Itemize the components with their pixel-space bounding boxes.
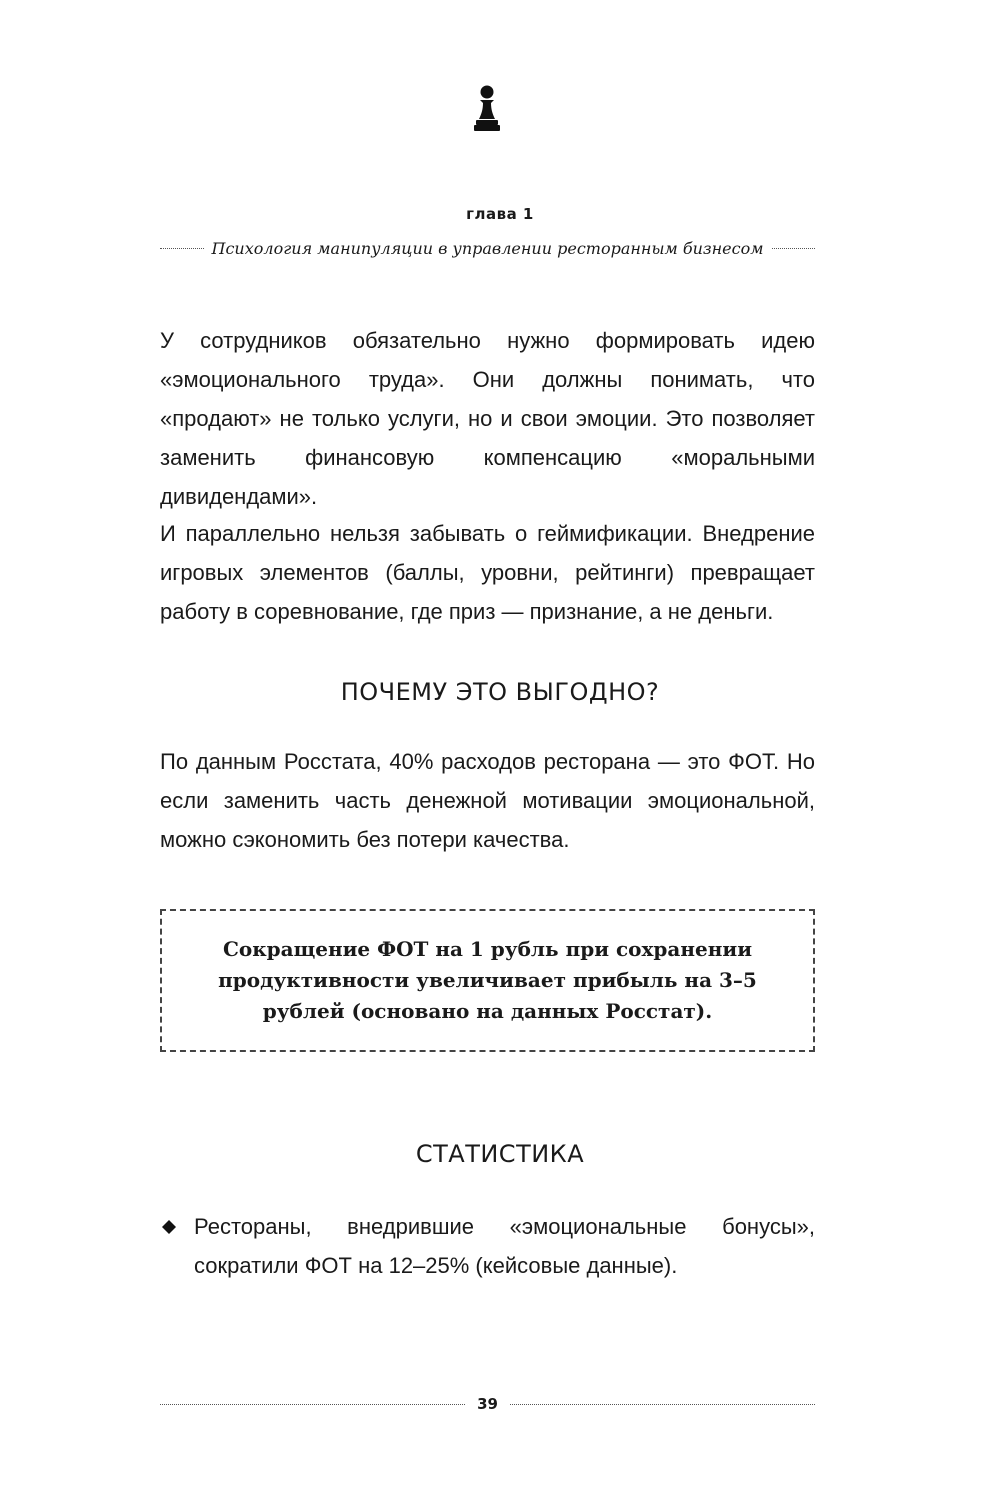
dotted-rule-right: [772, 248, 816, 249]
section-heading-why-profitable: ПОЧЕМУ ЭТО ВЫГОДНО?: [340, 678, 660, 706]
chapter-title: Психология манипуляции в управлении ресторанным бизнесом: [211, 238, 764, 258]
chess-pawn-icon: [471, 84, 503, 132]
statistics-list: [160, 1207, 815, 1285]
diamond-bullet-icon: [162, 1220, 176, 1234]
dotted-rule-left: [160, 1404, 465, 1405]
list-item: [160, 1207, 815, 1285]
chapter-title-row: [160, 234, 815, 262]
callout-box: [160, 909, 815, 1052]
paragraph-emotional-labor: У сотрудников обязательно нужно формировать идею «эмоционального труда». Они должны понимать, что «продают» не только услуги, но и свои эмоции. Это позволяет заменить финансовую компенсацию «моральными дивидендами».: [160, 328, 815, 509]
dotted-rule-right: [510, 1404, 815, 1405]
list-item-text: Рестораны, внедрившие «эмоциональные бонусы», сократили ФОТ на 12–25% (кейсовые данные).: [194, 1214, 815, 1278]
page-footer: [160, 1392, 815, 1416]
callout-text: Сокращение ФОТ на 1 рубль при сохранении продуктивности увеличивает прибыль на 3–5 рублей (основано на данных Росстат).: [218, 937, 757, 1023]
page-number: 39: [477, 1395, 498, 1413]
paragraph-gamification: И параллельно нельзя забывать о геймификации. Внедрение игровых элементов (баллы, уровни, рейтинги) превращает работу в соревнование, где приз — признание, а не деньги.: [160, 521, 815, 624]
section-heading-statistics: СТАТИСТИКА: [415, 1140, 585, 1168]
dotted-rule-left: [160, 248, 204, 249]
paragraph-rosstat: По данным Росстата, 40% расходов ресторана — это ФОТ. Но если заменить часть денежной мотивации эмоциональной, можно сэкономить без потери качества.: [160, 749, 815, 852]
chapter-label: глава 1: [466, 205, 534, 223]
